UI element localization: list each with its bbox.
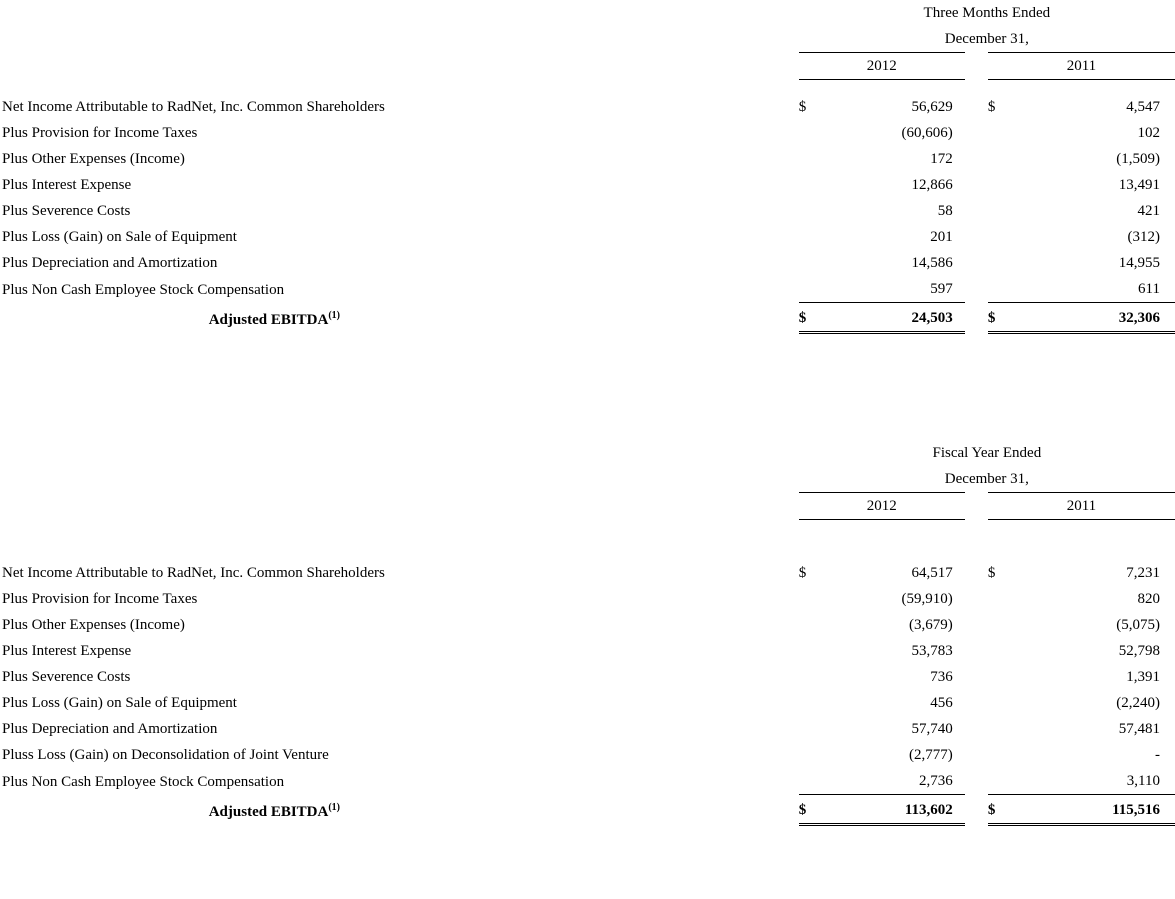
table-header-period: Three Months Ended bbox=[923, 5, 1051, 21]
row-value-2011: (312) bbox=[1127, 229, 1160, 245]
table-header-years-row bbox=[0, 53, 1175, 80]
row-currency-2012 bbox=[799, 120, 828, 146]
row-value-2012: 172 bbox=[930, 151, 953, 167]
row-currency-2011 bbox=[988, 768, 1017, 795]
row-value-2011: - bbox=[1155, 747, 1160, 763]
table-row bbox=[0, 586, 1175, 612]
column-header-year-2011: 2011 bbox=[988, 53, 1175, 80]
header-col-gap bbox=[965, 493, 988, 520]
row-currency-2011 bbox=[988, 638, 1017, 664]
row-gap bbox=[965, 146, 988, 172]
row-value-2011: 52,798 bbox=[1118, 643, 1160, 659]
table-row bbox=[0, 612, 1175, 638]
row-value-2011: 13,491 bbox=[1118, 177, 1160, 193]
total-gap bbox=[965, 303, 988, 333]
row-value-2012: 53,783 bbox=[911, 643, 953, 659]
row-currency-2011 bbox=[988, 172, 1017, 198]
total-label: Adjusted EBITDA bbox=[208, 803, 329, 820]
row-value-2011: 611 bbox=[1138, 281, 1160, 297]
total-label-cell bbox=[0, 303, 799, 333]
row-label: Plus Interest Expense bbox=[2, 643, 132, 659]
row-currency-2011 bbox=[988, 612, 1017, 638]
row-currency-2012 bbox=[799, 664, 828, 690]
table-header-subtitle-row bbox=[0, 26, 1175, 53]
spacer-cell bbox=[0, 520, 1175, 561]
row-label: Plus Depreciation and Amortization bbox=[2, 255, 218, 271]
row-currency-2011 bbox=[988, 120, 1017, 146]
total-value-2011: 115,516 bbox=[1017, 795, 1175, 825]
total-label-cell bbox=[0, 795, 799, 825]
row-value-2012: 64,517 bbox=[911, 565, 953, 581]
row-currency-2012 bbox=[799, 146, 828, 172]
table-row bbox=[0, 250, 1175, 276]
row-value-2011: 102 bbox=[1137, 125, 1160, 141]
table-row bbox=[0, 120, 1175, 146]
table-header-years-row bbox=[0, 493, 1175, 520]
row-value-2012: (59,910) bbox=[901, 591, 953, 607]
row-label: Plus Provision for Income Taxes bbox=[2, 125, 198, 141]
total-label: Adjusted EBITDA bbox=[208, 311, 329, 328]
table-total-row bbox=[0, 795, 1175, 825]
row-value-2012: (2,777) bbox=[909, 747, 953, 763]
row-gap bbox=[965, 120, 988, 146]
row-currency-2012 bbox=[799, 198, 828, 224]
total-value-2012: 24,503 bbox=[828, 303, 965, 333]
row-currency-2011 bbox=[988, 586, 1017, 612]
row-value-2012: 57,740 bbox=[911, 721, 953, 737]
row-currency-2012 bbox=[799, 742, 828, 768]
row-label: Net Income Attributable to RadNet, Inc. Common Shareholders bbox=[2, 99, 385, 115]
row-value-2012: 456 bbox=[930, 695, 953, 711]
row-currency-2011 bbox=[988, 146, 1017, 172]
row-gap bbox=[965, 560, 988, 586]
row-currency-2012 bbox=[799, 586, 828, 612]
row-gap bbox=[965, 586, 988, 612]
table-row bbox=[0, 198, 1175, 224]
row-gap bbox=[965, 172, 988, 198]
row-value-2012: 2,736 bbox=[919, 773, 953, 789]
row-label: Plus Loss (Gain) on Sale of Equipment bbox=[2, 229, 237, 245]
row-value-2011: (5,075) bbox=[1116, 617, 1160, 633]
row-currency-2012: $ bbox=[798, 99, 807, 115]
row-label: Plus Other Expenses (Income) bbox=[2, 617, 185, 633]
table-row bbox=[0, 768, 1175, 795]
table-row bbox=[0, 716, 1175, 742]
row-gap bbox=[965, 742, 988, 768]
row-value-2011: 4,547 bbox=[1126, 99, 1160, 115]
row-currency-2011 bbox=[988, 276, 1017, 303]
row-currency-2012: $ bbox=[798, 565, 807, 581]
row-currency-2011 bbox=[988, 742, 1017, 768]
row-value-2011: 3,110 bbox=[1126, 773, 1160, 789]
total-currency-2012: $ bbox=[799, 795, 828, 825]
financial-table-fiscal-year bbox=[0, 440, 1175, 826]
row-currency-2011 bbox=[988, 716, 1017, 742]
table-header-title-row bbox=[0, 0, 1175, 26]
row-gap bbox=[965, 198, 988, 224]
row-value-2011: 7,231 bbox=[1126, 565, 1160, 581]
column-header-year-2012: 2012 bbox=[799, 53, 965, 80]
header-spacer-2 bbox=[0, 466, 799, 493]
row-label: Plus Loss (Gain) on Sale of Equipment bbox=[2, 695, 237, 711]
row-currency-2012 bbox=[799, 690, 828, 716]
row-gap bbox=[965, 690, 988, 716]
row-value-2012: (3,679) bbox=[909, 617, 953, 633]
header-spacer bbox=[0, 440, 799, 466]
row-gap bbox=[965, 250, 988, 276]
row-currency-2012 bbox=[799, 224, 828, 250]
table-header-subtitle-row bbox=[0, 466, 1175, 493]
row-currency-2011 bbox=[988, 198, 1017, 224]
row-currency-2011 bbox=[988, 250, 1017, 276]
table-total-row bbox=[0, 303, 1175, 333]
column-header-year-2011: 2011 bbox=[988, 493, 1175, 520]
row-currency-2012 bbox=[799, 172, 828, 198]
header-spacer-2 bbox=[0, 26, 799, 53]
table-row bbox=[0, 664, 1175, 690]
row-value-2012: 14,586 bbox=[911, 255, 953, 271]
column-header-year-2012: 2012 bbox=[799, 493, 965, 520]
header-bottom-spacer bbox=[0, 520, 1175, 561]
row-currency-2011 bbox=[988, 224, 1017, 250]
row-currency-2011 bbox=[988, 664, 1017, 690]
row-currency-2012 bbox=[799, 768, 828, 795]
header-spacer bbox=[0, 0, 799, 26]
row-label: Plus Non Cash Employee Stock Compensation bbox=[2, 773, 285, 790]
row-value-2012: 201 bbox=[930, 229, 953, 245]
row-currency-2012 bbox=[799, 716, 828, 742]
row-value-2012: (60,606) bbox=[901, 125, 953, 141]
total-gap bbox=[965, 795, 988, 825]
row-currency-2011: $ bbox=[987, 565, 996, 581]
row-label: Plus Severence Costs bbox=[2, 669, 131, 685]
row-gap bbox=[965, 276, 988, 303]
table-header-date: December 31, bbox=[944, 31, 1029, 47]
table-row bbox=[0, 638, 1175, 664]
table-row bbox=[0, 94, 1175, 120]
table-row bbox=[0, 560, 1175, 586]
row-label: Plus Depreciation and Amortization bbox=[2, 721, 218, 737]
row-label: Plus Interest Expense bbox=[2, 177, 132, 193]
header-bottom-spacer bbox=[0, 80, 1175, 95]
row-currency-2012 bbox=[799, 276, 828, 303]
row-gap bbox=[965, 94, 988, 120]
row-currency-2012 bbox=[799, 638, 828, 664]
total-value-2011: 32,306 bbox=[1017, 303, 1175, 333]
row-value-2012: 56,629 bbox=[911, 99, 953, 115]
header-col-gap bbox=[965, 53, 988, 80]
table-row bbox=[0, 742, 1175, 768]
table-three-months bbox=[0, 0, 1175, 334]
row-currency-2011: $ bbox=[987, 99, 996, 115]
header-spacer-3 bbox=[0, 53, 799, 80]
row-gap bbox=[965, 638, 988, 664]
row-value-2011: 14,955 bbox=[1118, 255, 1160, 271]
row-gap bbox=[965, 716, 988, 742]
header-spacer-3 bbox=[0, 493, 799, 520]
row-gap bbox=[965, 768, 988, 795]
row-currency-2011 bbox=[988, 690, 1017, 716]
footnote-marker: (1) bbox=[328, 309, 341, 321]
spacer-cell bbox=[0, 80, 1175, 95]
row-label: Pluss Loss (Gain) on Deconsolidation of Joint Venture bbox=[2, 747, 329, 763]
row-label: Net Income Attributable to RadNet, Inc. Common Shareholders bbox=[2, 565, 385, 581]
table-row bbox=[0, 172, 1175, 198]
total-currency-2011: $ bbox=[988, 795, 1017, 825]
total-currency-2012: $ bbox=[799, 303, 828, 333]
table-row bbox=[0, 276, 1175, 303]
table-header-period: Fiscal Year Ended bbox=[932, 445, 1042, 461]
row-gap bbox=[965, 612, 988, 638]
total-currency-2011: $ bbox=[988, 303, 1017, 333]
row-currency-2012 bbox=[799, 612, 828, 638]
table-row bbox=[0, 224, 1175, 250]
row-value-2012: 736 bbox=[930, 669, 953, 685]
row-label: Plus Other Expenses (Income) bbox=[2, 151, 185, 167]
row-gap bbox=[965, 224, 988, 250]
row-value-2011: 421 bbox=[1137, 203, 1160, 219]
row-value-2012: 597 bbox=[930, 281, 953, 297]
row-label: Plus Severence Costs bbox=[2, 203, 131, 219]
financial-table-three-months bbox=[0, 0, 1175, 334]
row-value-2011: 820 bbox=[1137, 591, 1160, 607]
row-value-2011: (1,509) bbox=[1116, 151, 1160, 167]
row-gap bbox=[965, 664, 988, 690]
row-currency-2012 bbox=[799, 250, 828, 276]
table-fiscal-year bbox=[0, 440, 1175, 826]
table-row bbox=[0, 146, 1175, 172]
total-value-2012: 113,602 bbox=[828, 795, 965, 825]
row-value-2012: 12,866 bbox=[911, 177, 953, 193]
table-header-title-row bbox=[0, 440, 1175, 466]
row-value-2011: 57,481 bbox=[1118, 721, 1160, 737]
table-row bbox=[0, 690, 1175, 716]
row-value-2011: (2,240) bbox=[1116, 695, 1160, 711]
row-value-2011: 1,391 bbox=[1126, 669, 1160, 685]
row-label: Plus Provision for Income Taxes bbox=[2, 591, 198, 607]
row-value-2012: 58 bbox=[937, 203, 953, 219]
footnote-marker: (1) bbox=[328, 801, 341, 813]
table-header-date: December 31, bbox=[944, 471, 1029, 487]
row-label: Plus Non Cash Employee Stock Compensation bbox=[2, 281, 285, 298]
